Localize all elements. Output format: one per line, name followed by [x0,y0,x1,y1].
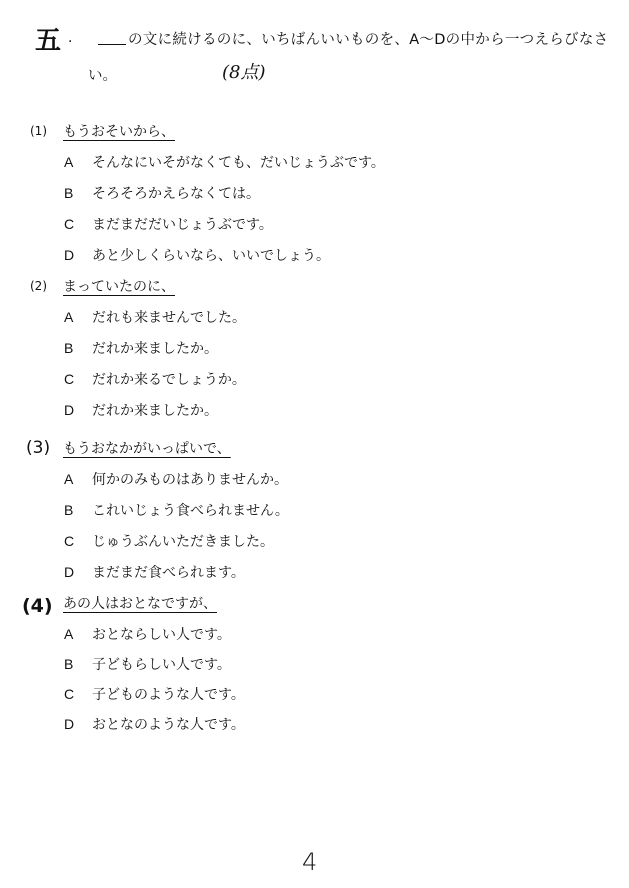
question-2-option-c: C だれか来るでしょうか。 [64,371,246,388]
instruction-line-2: い。 [88,68,117,84]
section-dot: . [68,30,73,46]
question-2-number: (2) [30,279,47,293]
question-2-option-a: A だれも来ませんでした。 [64,309,246,326]
section-number: 五 [35,26,62,56]
question-4-stem: あの人はおとなですが、 [63,596,217,612]
question-4-number: (4) [22,595,53,617]
instruction-blank-line [98,44,126,45]
question-2-stem: まっていたのに、 [63,279,175,295]
question-4-option-b: B 子どもらしい人です。 [64,656,231,673]
question-1-number: (1) [30,124,47,138]
question-3-stem: もうおなかがいっぱいで、 [63,441,231,457]
question-1-option-d: D あと少しくらいなら、いいでしょう。 [64,247,330,264]
question-3-option-c: C じゅうぶんいただきました。 [64,533,274,550]
question-2-option-b: B だれか来ましたか。 [64,340,218,357]
question-1-stem: もうおそいから、 [63,124,175,140]
question-1-option-a: A そんなにいそがなくても、だいじょうぶです。 [64,154,385,171]
question-3-option-a: A 何かのみものはありませんか。 [64,471,288,488]
question-4-option-a: A おとならしい人です。 [64,626,231,643]
question-2-option-d: D だれか来ましたか。 [64,402,218,419]
question-4-option-c: C 子どものような人です。 [64,686,245,703]
question-3-option-d: D まだまだ食べられます。 [64,564,245,581]
page-number: 4 [302,848,318,876]
instruction-line-1: の文に続けるのに、いちばんいいものを、A～Dの中から一つえらびなさ [128,32,609,48]
question-1-option-b: B そろそろかえらなくては。 [64,185,260,202]
question-4-option-d: D おとなのような人です。 [64,716,245,733]
question-1-option-c: C まだまだだいじょうぶです。 [64,216,273,233]
points-label: (8点) [222,62,266,83]
question-3-number: (3) [26,438,51,458]
question-3-option-b: B これいじょう食べられません。 [64,502,289,519]
